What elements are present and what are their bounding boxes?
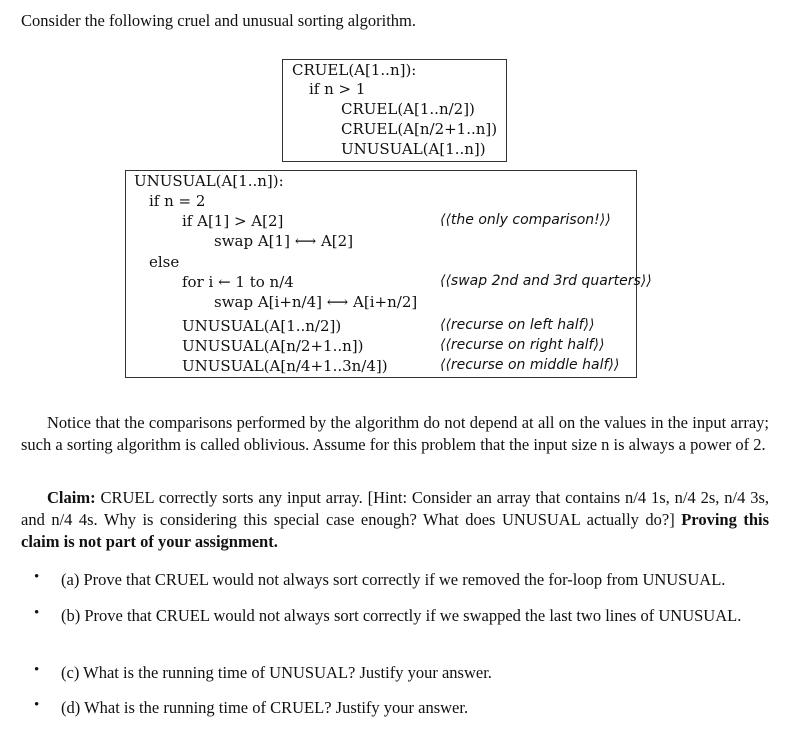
claim-paragraph (21, 487, 769, 553)
unusual-line-5: for i ← 1 to n/4 (182, 273, 294, 291)
unusual-line-4: else (149, 253, 180, 271)
comment-middle-half: ⟨⟨recurse on middle half⟩⟩ (440, 357, 620, 373)
claim-bold-tail: Proving this claim is not part of your assignment. (21, 510, 770, 551)
unusual-line-1: if n = 2 (149, 192, 206, 210)
unusual-line-2: if A[1] > A[2] (182, 212, 284, 230)
cruel-line-2: CRUEL(A[1..n/2]) (341, 100, 475, 118)
claim-label: Claim: (47, 488, 96, 507)
intro-text: Consider the following cruel and unusual sorting algorithm. (21, 11, 417, 30)
comment-swap-quarters: ⟨⟨swap 2nd and 3rd quarters⟩⟩ (440, 273, 652, 289)
unusual-line-9: UNUSUAL(A[n/4+1..3n/4]) (182, 357, 388, 375)
unusual-line-6: swap A[i+n/4] ⟷ A[i+n/2] (214, 293, 418, 311)
item-a: (a) Prove that CRUEL would not always sort correctly if we removed the for-loop from UNUSUAL. (61, 570, 726, 589)
unusual-line-7: UNUSUAL(A[1..n/2]) (182, 317, 342, 335)
unusual-header: UNUSUAL(A[1..n]): (134, 172, 284, 190)
unusual-algorithm-box (125, 170, 652, 378)
bullet-icon: • (34, 697, 40, 713)
item-b: (b) Prove that CRUEL would not always sort correctly if we swapped the last two lines of UNUSUAL. (61, 606, 742, 625)
unusual-line-3: swap A[1] ⟷ A[2] (214, 232, 354, 250)
notice-paragraph: Notice that the comparisons performed by the algorithm do not depend at all on the values in the input array; such a sorting algorithm is called oblivious. Assume for this problem that the input size n is always a power of 2. (21, 413, 769, 454)
comment-right-half: ⟨⟨recurse on right half⟩⟩ (440, 337, 605, 353)
bullet-icon: • (34, 569, 40, 585)
cruel-algorithm-box (282, 59, 507, 162)
bullet-icon: • (34, 605, 40, 621)
cruel-line-3: CRUEL(A[n/2+1..n]) (341, 120, 498, 138)
cruel-header: CRUEL(A[1..n]): (292, 61, 417, 79)
unusual-line-8: UNUSUAL(A[n/2+1..n]) (182, 337, 364, 355)
cruel-line-1: if n > 1 (309, 80, 366, 98)
cruel-line-4: UNUSUAL(A[1..n]) (341, 140, 486, 158)
comment-left-half: ⟨⟨recurse on left half⟩⟩ (440, 317, 595, 333)
item-c: (c) What is the running time of UNUSUAL? Justify your answer. (61, 663, 492, 682)
comment-only-comparison: ⟨⟨the only comparison!⟩⟩ (440, 212, 611, 228)
claim-text: CRUEL correctly sorts any input array. [Hint: Consider an array that contains n/4 1s, n/4 2s, n/4 3s, and n/4 4s. Why is considering this special case enough? What does UNUSUAL actually do?] (21, 488, 769, 529)
item-d: (d) What is the running time of CRUEL? Justify your answer. (61, 698, 469, 717)
bullet-icon: • (34, 662, 40, 678)
